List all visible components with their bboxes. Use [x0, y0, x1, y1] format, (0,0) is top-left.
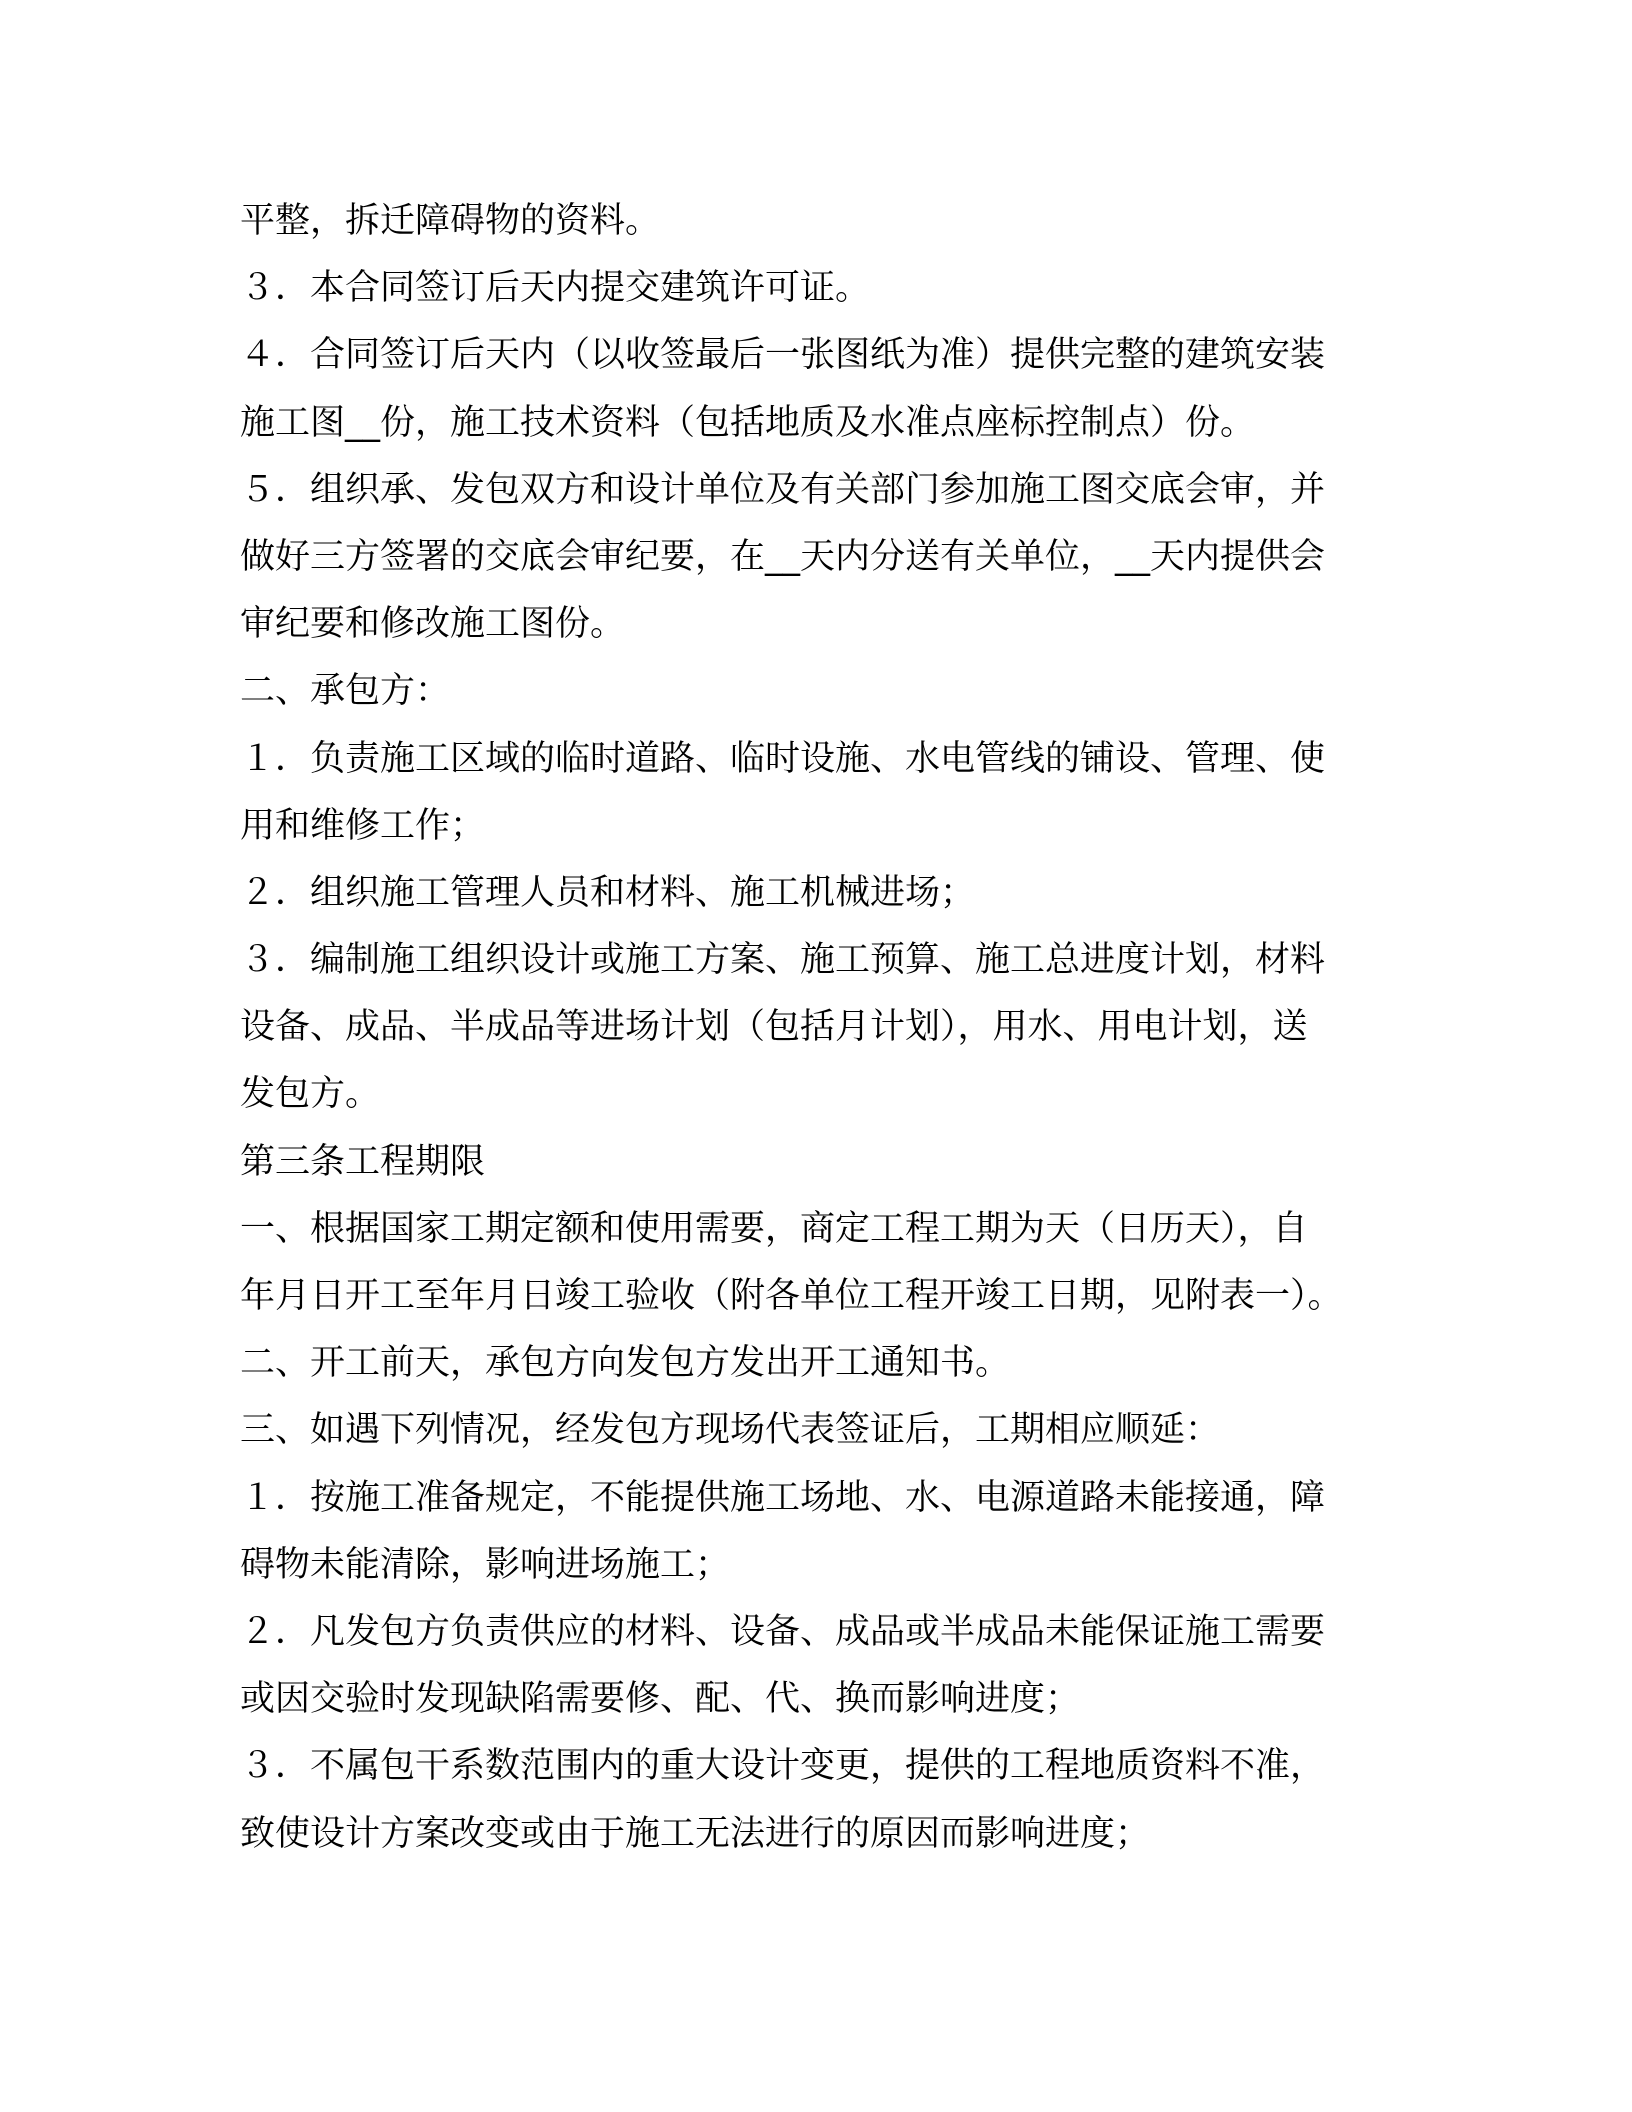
article-heading-3: 第三条工程期限: [240, 1141, 486, 1182]
document-body: [240, 188, 1390, 1868]
text-line-16: 一、根据国家工期定额和使用需要，商定工程工期为天（日历天），自: [240, 1208, 1308, 1249]
text-line-10: 用和维修工作；: [240, 805, 486, 846]
text-line-17: 年月日开工至年月日竣工验收（附各单位工程开竣工日期，见附表一）。: [240, 1276, 1343, 1316]
text-line-2: ３．本合同签订后天内提交建筑许可证。: [240, 268, 871, 309]
text-line-7: 审纪要和修改施工图份。: [240, 604, 626, 645]
text-line-20: １．按施工准备规定，不能提供施工场地、水、电源道路未能接通，障: [240, 1477, 1326, 1518]
text-line-1: 平整，拆迁障碍物的资料。: [240, 201, 661, 241]
text-line-13: 设备、成品、半成品等进场计划（包括月计划），用水、用电计划，送: [240, 1007, 1308, 1048]
text-line-9: １．负责施工区域的临时道路、临时设施、水电管线的铺设、管理、使: [240, 738, 1326, 779]
text-line-23: 或因交验时发现缺陷需要修、配、代、换而影响进度；: [240, 1679, 1081, 1720]
text-line-19: 三、如遇下列情况，经发包方现场代表签证后，工期相应顺延：: [240, 1410, 1221, 1451]
text-line-11: ２．组织施工管理人员和材料、施工机械进场；: [240, 872, 976, 913]
text-line-3: ４．合同签订后天内（以收签最后一张图纸为准）提供完整的建筑安装: [240, 335, 1326, 376]
text-line-6: 做好三方签署的交底会审纪要，在__天内分送有关单位，__天内提供会: [240, 536, 1326, 577]
text-line-22: ２．凡发包方负责供应的材料、设备、成品或半成品未能保证施工需要: [240, 1611, 1326, 1652]
text-line-4: 施工图__份，施工技术资料（包括地质及水准点座标控制点）份。: [240, 402, 1256, 443]
text-line-14: 发包方。: [240, 1074, 381, 1115]
text-line-18: 二、开工前天，承包方向发包方发出开工通知书。: [240, 1343, 1011, 1384]
section-heading-contractor: 二、承包方：: [240, 671, 451, 712]
text-line-24: ３．不属包干系数范围内的重大设计变更，提供的工程地质资料不准，: [240, 1746, 1326, 1787]
text-line-21: 碍物未能清除，影响进场施工；: [240, 1544, 731, 1585]
text-line-5: ５．组织承、发包双方和设计单位及有关部门参加施工图交底会审，并: [240, 469, 1326, 510]
text-line-12: ３．编制施工组织设计或施工方案、施工预算、施工总进度计划，材料: [240, 940, 1326, 981]
text-line-25: 致使设计方案改变或由于施工无法进行的原因而影响进度；: [240, 1813, 1151, 1854]
